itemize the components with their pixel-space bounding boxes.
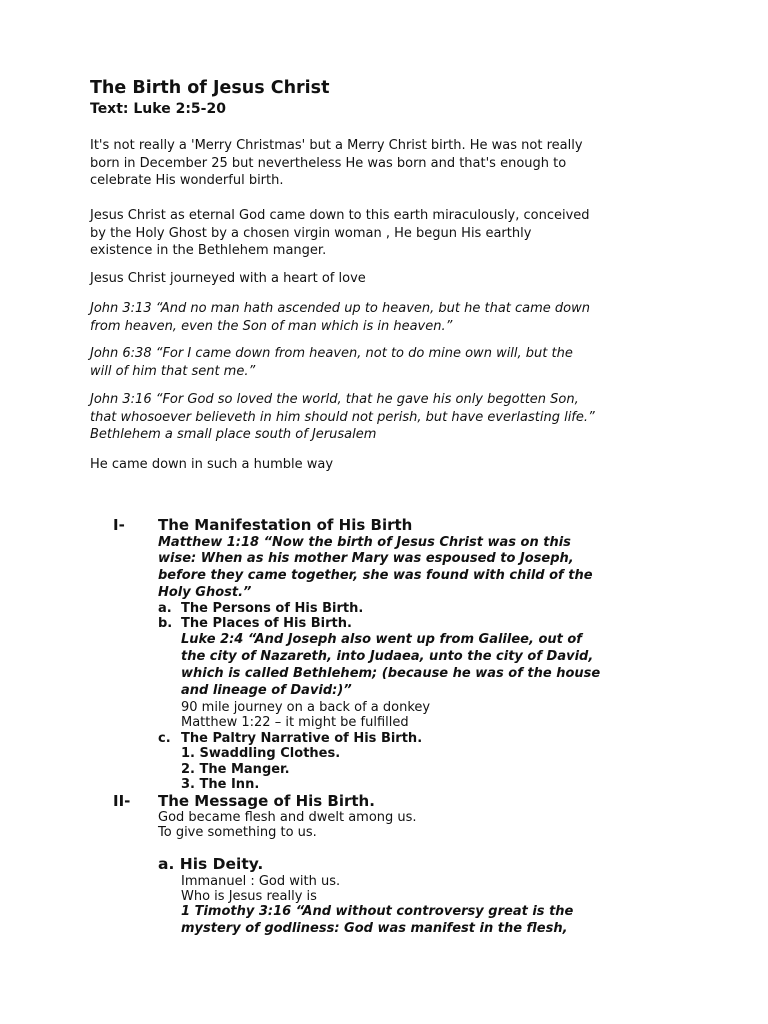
scripture-quote: John 6:38 “For I came down from heaven, not to do mine own will, but the will of him that sent me.” xyxy=(90,346,573,379)
section-heading: The Manifestation of His Birth xyxy=(158,516,413,534)
text-reference: Text: Luke 2:5-20 xyxy=(90,101,226,117)
numbered-item: 3. The Inn. xyxy=(181,777,260,792)
list-item: The Paltry Narrative of His Birth. xyxy=(181,731,423,746)
list-item: The Places of His Birth. xyxy=(181,616,352,631)
body-line: Who is Jesus really is xyxy=(181,889,317,904)
verse-line: before they came together, she was found with child of the xyxy=(158,568,593,583)
body-line: Immanuel : God with us. xyxy=(181,874,341,889)
verse-line: and lineage of David:)” xyxy=(181,683,352,698)
list-marker: b. xyxy=(158,616,173,631)
subsection-heading: a. His Deity. xyxy=(158,855,264,873)
section-number: I- xyxy=(113,516,125,534)
intro-paragraph: Jesus Christ journeyed with a heart of love xyxy=(90,271,366,286)
body-line: God became flesh and dwelt among us. xyxy=(158,810,417,825)
scripture-quote: John 3:13 “And no man hath ascended up to heaven, but he that came down from heaven, even the Son of man which is in heaven.” xyxy=(90,301,591,334)
section-heading: The Message of His Birth. xyxy=(158,792,375,810)
note-line: 90 mile journey on a back of a donkey xyxy=(181,700,431,715)
verse-line: mystery of godliness: God was manifest in the flesh, xyxy=(181,921,568,936)
verse-line: Matthew 1:18 “Now the birth of Jesus Christ was on this xyxy=(158,535,571,550)
verse-line: the city of Nazareth, into Judaea, unto the city of David, xyxy=(181,649,594,664)
scripture-quote: John 3:16 “For God so loved the world, that he gave his only begotten Son, that whosoever believeth in him should not perish, but have everlasting life.” Bethlehem a small place south of Jerusalem xyxy=(90,392,595,442)
verse-line: 1 Timothy 3:16 “And without controversy great is the xyxy=(181,904,574,919)
section-number: II- xyxy=(113,792,131,810)
note-line: Matthew 1:22 – it might be fulfilled xyxy=(181,715,409,730)
verse-line: Holy Ghost.” xyxy=(158,585,252,600)
verse-line: Luke 2:4 “And Joseph also went up from Galilee, out of xyxy=(181,632,582,647)
list-marker: c. xyxy=(158,731,171,746)
verse-line: which is called Bethlehem; (because he was of the house xyxy=(181,666,601,681)
intro-paragraph: It's not really a 'Merry Christmas' but a Merry Christ birth. He was not really born in December 25 but nevertheless He was born and that's enough to celebrate His wonderful birth. xyxy=(90,138,583,188)
page-title: The Birth of Jesus Christ xyxy=(90,78,330,98)
list-item: The Persons of His Birth. xyxy=(181,601,364,616)
intro-paragraph: Jesus Christ as eternal God came down to this earth miraculously, conceived by the Holy Ghost by a chosen virgin woman , He begun His earthly existence in the Bethlehem manger. xyxy=(90,208,590,258)
verse-line: wise: When as his mother Mary was espoused to Joseph, xyxy=(158,551,574,566)
numbered-item: 2. The Manger. xyxy=(181,762,290,777)
body-line: To give something to us. xyxy=(158,825,317,840)
list-marker: a. xyxy=(158,601,172,616)
intro-paragraph: He came down in such a humble way xyxy=(90,457,334,472)
numbered-item: 1. Swaddling Clothes. xyxy=(181,746,341,761)
